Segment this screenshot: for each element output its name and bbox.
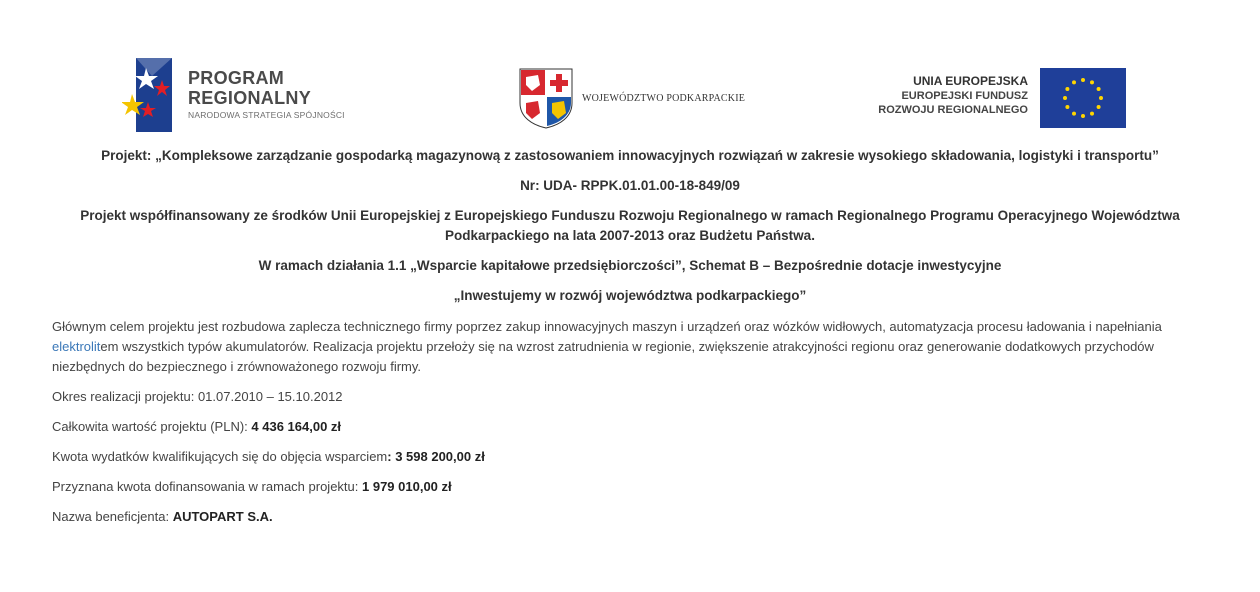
beneficiary-row (52, 507, 1162, 527)
eu-logo-line3: ROZWOJU REGIONALNEGO (878, 104, 1028, 116)
project-goal-paragraph (52, 317, 1162, 377)
eu-logo-line1: UNIA EUROPEJSKA (913, 74, 1028, 88)
action-statement: W ramach działania 1.1 „Wsparcie kapitałowe przedsiębiorczości”, Schemat B – Bezpośrednie dotacje inwestycyjne (258, 258, 1002, 273)
project-title: Projekt: „Kompleksowe zarządzanie gospodarką magazynową z zastosowaniem innowacyjnych rozwiązań w zakresie wysokiego składowania, logistyki i transportu” (101, 148, 1159, 163)
program-logo-line2: REGIONALNY (188, 88, 312, 108)
grant-amount-row (52, 477, 1162, 497)
program-logo-line3: NARODOWA STRATEGIA SPÓJNOŚCI (188, 110, 345, 120)
elektrolit-link[interactable]: elektrolit (52, 339, 101, 354)
program-regionalny-logo (122, 56, 362, 136)
cofinancing-statement: Projekt współfinansowany ze środków Unii Europejskiej z Europejskiego Funduszu Rozwoju Regionalnego w ramach Regionalnego Programu Operacyjnego Województwa Podkarpackiego na lata 2007-2013 oraz Budżetu Państwa. (80, 208, 1180, 243)
program-logo-line1: PROGRAM (188, 68, 285, 88)
program-regionalny-emblem-icon (122, 56, 184, 136)
wojewodztwo-label: WOJEWÓDZTWO PODKARPACKIE (582, 93, 746, 104)
project-number: Nr: UDA- RPPK.01.01.00-18-849/09 (520, 178, 740, 193)
total-value-row (52, 417, 1162, 437)
eu-logo-line2: EUROPEJSKI FUNDUSZ (901, 90, 1028, 102)
motto: „Inwestujemy w rozwój województwa podkarpackiego” (453, 288, 807, 303)
grant-amount-value: 1 979 010,00 zł (362, 479, 452, 494)
eligible-costs-value: : 3 598 200,00 zł (387, 449, 485, 464)
total-value: 4 436 164,00 zł (251, 419, 342, 434)
wojewodztwo-logo (518, 67, 758, 133)
eligible-costs-row (52, 447, 1162, 467)
grant-amount-label: Przyznana kwota dofinansowania w ramach projektu: (52, 479, 362, 494)
eligible-costs-label: Kwota wydatków kwalifikujących się do objęcia wsparciem (52, 449, 388, 464)
goal-text-after: em wszystkich typów akumulatorów. Realizacja projektu przełoży się na wzrost zatrudnienia w regionie, zwiększenie atrakcyjności regionu oraz generowanie dodatkowych przychodów niezbędnych do bezpiecznego i zrównoważonego rozwoju firmy. (52, 339, 1154, 374)
beneficiary-label: Nazwa beneficjenta: (52, 509, 173, 524)
goal-text-before: Głównym celem projektu jest rozbudowa zaplecza technicznego firmy poprzez zakup innowacyjnych maszyn i urządzeń oraz wózków widłowych, automatyzacja procesu ładowania i napełniania (52, 319, 1162, 334)
coat-of-arms-icon (518, 67, 574, 129)
eu-flag-icon (1040, 68, 1126, 128)
total-value-label: Całkowita wartość projektu (PLN): (52, 419, 252, 434)
project-period: Okres realizacji projektu: 01.07.2010 – 15.10.2012 (52, 389, 343, 404)
eu-logo (870, 68, 1126, 130)
beneficiary-value: AUTOPART S.A. (172, 509, 273, 524)
